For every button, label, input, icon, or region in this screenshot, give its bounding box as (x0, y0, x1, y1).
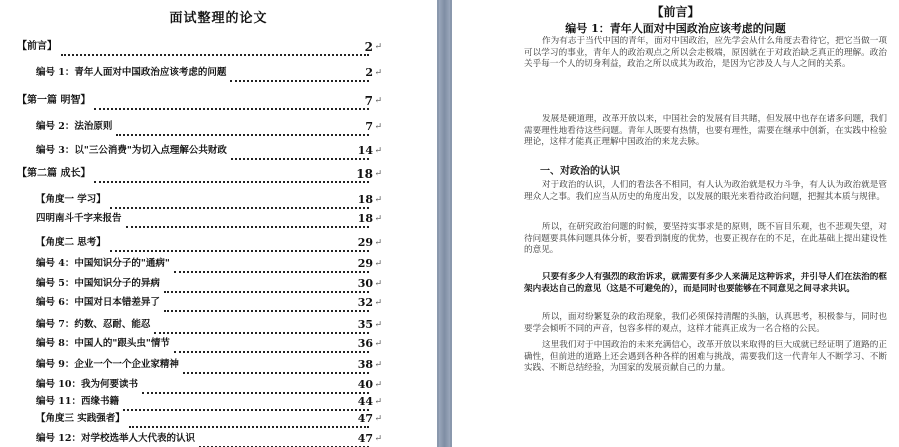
toc-page-number: 2 (364, 40, 373, 54)
toc-entry-text: 编号 12：对学校选举人大代表的认识 (36, 433, 196, 444)
return-mark-icon: ↵ (374, 238, 382, 248)
toc-dot-leader (183, 358, 369, 374)
toc-page-number: 14 (357, 144, 373, 157)
return-mark-icon: ↵ (374, 414, 382, 424)
toc-entry[interactable] (0, 255, 437, 273)
return-mark-icon: ↵ (374, 169, 382, 179)
return-mark-icon: ↵ (374, 320, 382, 330)
return-mark-icon: ↵ (374, 96, 382, 106)
toc-page-number: 36 (357, 337, 373, 350)
toc-dot-leader (123, 395, 369, 411)
toc-entry[interactable] (0, 393, 437, 411)
toc-page-number: 18 (356, 167, 373, 181)
return-mark-icon: ↵ (374, 380, 382, 390)
toc-entry-text: 编号 5：中国知识分子的异病 (36, 278, 160, 289)
toc-entry-text: 【前言】 (17, 41, 57, 52)
toc-entry[interactable] (0, 210, 437, 228)
toc-entry-text: 编号 8：中国人的"跟头虫"情节 (36, 338, 170, 349)
toc-dot-leader (129, 412, 369, 428)
toc-dot-leader (174, 257, 369, 273)
toc-entry[interactable] (0, 316, 437, 334)
toc-entry-text: 编号 2：法治原则 (36, 121, 113, 132)
article-paragraph-3: 对于政治的认识，人们的看法各不相同，有人认为政治就是权力斗争，有人认为政治就是管理众人之事。我们应当从历史的角度出发，以发展的眼光来看待政治问题，把握其本质与规律。 (524, 180, 887, 202)
article-paragraph-5: 只要有多少人有强烈的政治诉求，就需要有多少人来满足这种诉求，并引导人们在法治的框架内表达自己的意见（这是不可避免的），而是同时也要能够在不同意见之间寻求共识。 (524, 272, 887, 294)
toc-page-number: 7 (365, 120, 373, 133)
article-paragraph-4: 所以，在研究政治问题的时候，要坚持实事求是的原则，既不盲目乐观，也不悲观失望，对待问题要具体问题具体分析，要看到制度的优势，也要正视存在的不足，在此基础上提出建设性的意见。 (524, 222, 887, 255)
toc-page-number: 2 (365, 66, 373, 79)
toc-entry[interactable] (0, 430, 437, 447)
toc-dot-leader (116, 120, 369, 136)
toc-entry[interactable] (0, 275, 437, 293)
article-header: 【前言】 (651, 5, 700, 19)
toc-dot-leader (94, 167, 369, 183)
return-mark-icon: ↵ (374, 68, 382, 78)
toc-entry[interactable] (0, 64, 437, 82)
toc-entry-text: 编号 11：西缘书籍 (36, 396, 120, 407)
toc-page-number: 7 (364, 94, 373, 108)
return-mark-icon: ↵ (374, 42, 382, 52)
return-mark-icon: ↵ (374, 339, 382, 349)
toc-page-number: 47 (357, 432, 373, 445)
toc-page-number: 18 (357, 212, 373, 225)
toc-dot-leader (174, 337, 369, 353)
toc-entry-text: 编号 4：中国知识分子的"通病" (36, 258, 170, 269)
toc-entry[interactable] (0, 234, 437, 252)
toc-entry[interactable] (0, 356, 437, 374)
return-mark-icon: ↵ (374, 195, 382, 205)
return-mark-icon: ↵ (374, 397, 382, 407)
toc-dot-leader (94, 94, 369, 110)
toc-entry-text: 【第二篇 成长】 (17, 168, 91, 179)
toc-title: 面试整理的论文 (169, 11, 268, 26)
toc-dot-leader (154, 318, 369, 334)
toc-page-number: 32 (357, 296, 373, 309)
toc-page-number: 18 (357, 193, 373, 206)
article-section-heading: 一、对政治的认识 (540, 166, 620, 177)
toc-entry[interactable] (0, 410, 437, 428)
toc-page (0, 0, 437, 447)
toc-entry[interactable] (0, 376, 437, 394)
toc-entry-text: 【角度一 学习】 (36, 194, 106, 205)
return-mark-icon: ↵ (374, 122, 382, 132)
toc-entry-text: 编号 7：约数、忍耐、能忍 (36, 319, 151, 330)
toc-dot-leader (231, 144, 369, 160)
toc-entry-text: 编号 1：青年人面对中国政治应该考虑的问题 (36, 67, 227, 78)
toc-entry-text: 【第一篇 明智】 (17, 95, 91, 106)
article-paragraph-2: 发展是硬道理，改革开放以来，中国社会的发展有目共睹，但发展中也存在诸多问题，我们需要理性地看待这些问题。青年人既要有热情，也要有理性，需要在继承中创新，在实践中检验理论，这样才能真正理解中国政治的来龙去脉。 (524, 114, 887, 147)
return-mark-icon: ↵ (374, 360, 382, 370)
article-paragraph-1: 作为有志于当代中国的青年，面对中国政治，应先学会从什么角度去看待它，把它当做一项可以学习的事业，青年人的政治观点之所以会走极端，原因就在于对政治缺乏真正的理解。政治关乎每一个人的切身利益，政治之所以成其为政治，是因为它涉及人与人之间的关系。 (524, 36, 887, 69)
article-paragraph-7: 这里我们对于中国政治的未来充满信心，改革开放以来取得的巨大成就已经证明了道路的正确性，但前进的道路上还会遇到各种各样的困难与挑战，需要我们这一代青年人不断学习、不断实践、不断总结经验，为国家的发展贡献自己的力量。 (524, 340, 887, 373)
toc-entry-text: 编号 6：中国对日本错差异了 (36, 297, 160, 308)
toc-page-number: 38 (357, 358, 373, 371)
toc-page-number: 29 (357, 257, 373, 270)
toc-dot-leader (126, 212, 369, 228)
toc-dot-leader (164, 296, 369, 312)
toc-page-number: 29 (357, 236, 373, 249)
toc-page-number: 40 (357, 378, 373, 391)
toc-entry-text: 编号 10：我为何要读书 (36, 379, 139, 390)
toc-entry[interactable] (0, 191, 437, 209)
toc-page-number: 44 (357, 395, 373, 408)
toc-dot-leader (61, 40, 369, 56)
toc-page-number: 30 (357, 277, 373, 290)
toc-dot-leader (110, 236, 369, 252)
toc-dot-leader (164, 277, 369, 293)
return-mark-icon: ↵ (374, 298, 382, 308)
return-mark-icon: ↵ (374, 259, 382, 269)
toc-dot-leader (110, 193, 369, 209)
toc-dot-leader (142, 378, 369, 394)
page-gap (437, 0, 452, 447)
toc-page-number: 47 (357, 412, 373, 425)
toc-entry-text: 编号 3：以"三公消费"为切入点理解公共财政 (36, 145, 227, 156)
toc-entry[interactable] (0, 165, 437, 183)
return-mark-icon: ↵ (374, 146, 382, 156)
toc-entry[interactable] (0, 142, 437, 160)
return-mark-icon: ↵ (374, 279, 382, 289)
article-paragraph-6: 所以，面对纷繁复杂的政治现象，我们必须保持清醒的头脑，认真思考，积极参与，同时也要学会倾听不同的声音，包容多样的观点，这样才能真正成为一名合格的公民。 (524, 312, 887, 334)
toc-entry-text: 编号 9：企业一个一个企业家精神 (36, 359, 179, 370)
toc-entry-text: 【角度三 实践强者】 (36, 413, 125, 424)
toc-page-number: 35 (357, 318, 373, 331)
toc-entry[interactable] (0, 38, 437, 56)
toc-dot-leader (199, 432, 369, 447)
toc-entry-text: 【角度二 思考】 (36, 237, 106, 248)
article-title: 编号 1：青年人面对中国政治应该考虑的问题 (565, 22, 786, 35)
toc-entry[interactable] (0, 335, 437, 353)
toc-entry[interactable] (0, 118, 437, 136)
return-mark-icon: ↵ (374, 214, 382, 224)
toc-entry[interactable] (0, 92, 437, 110)
return-mark-icon: ↵ (374, 434, 382, 444)
article-page (452, 0, 899, 447)
toc-entry-text: 四明南斗千字来报告 (36, 213, 122, 224)
toc-entry[interactable] (0, 294, 437, 312)
toc-dot-leader (230, 66, 369, 82)
